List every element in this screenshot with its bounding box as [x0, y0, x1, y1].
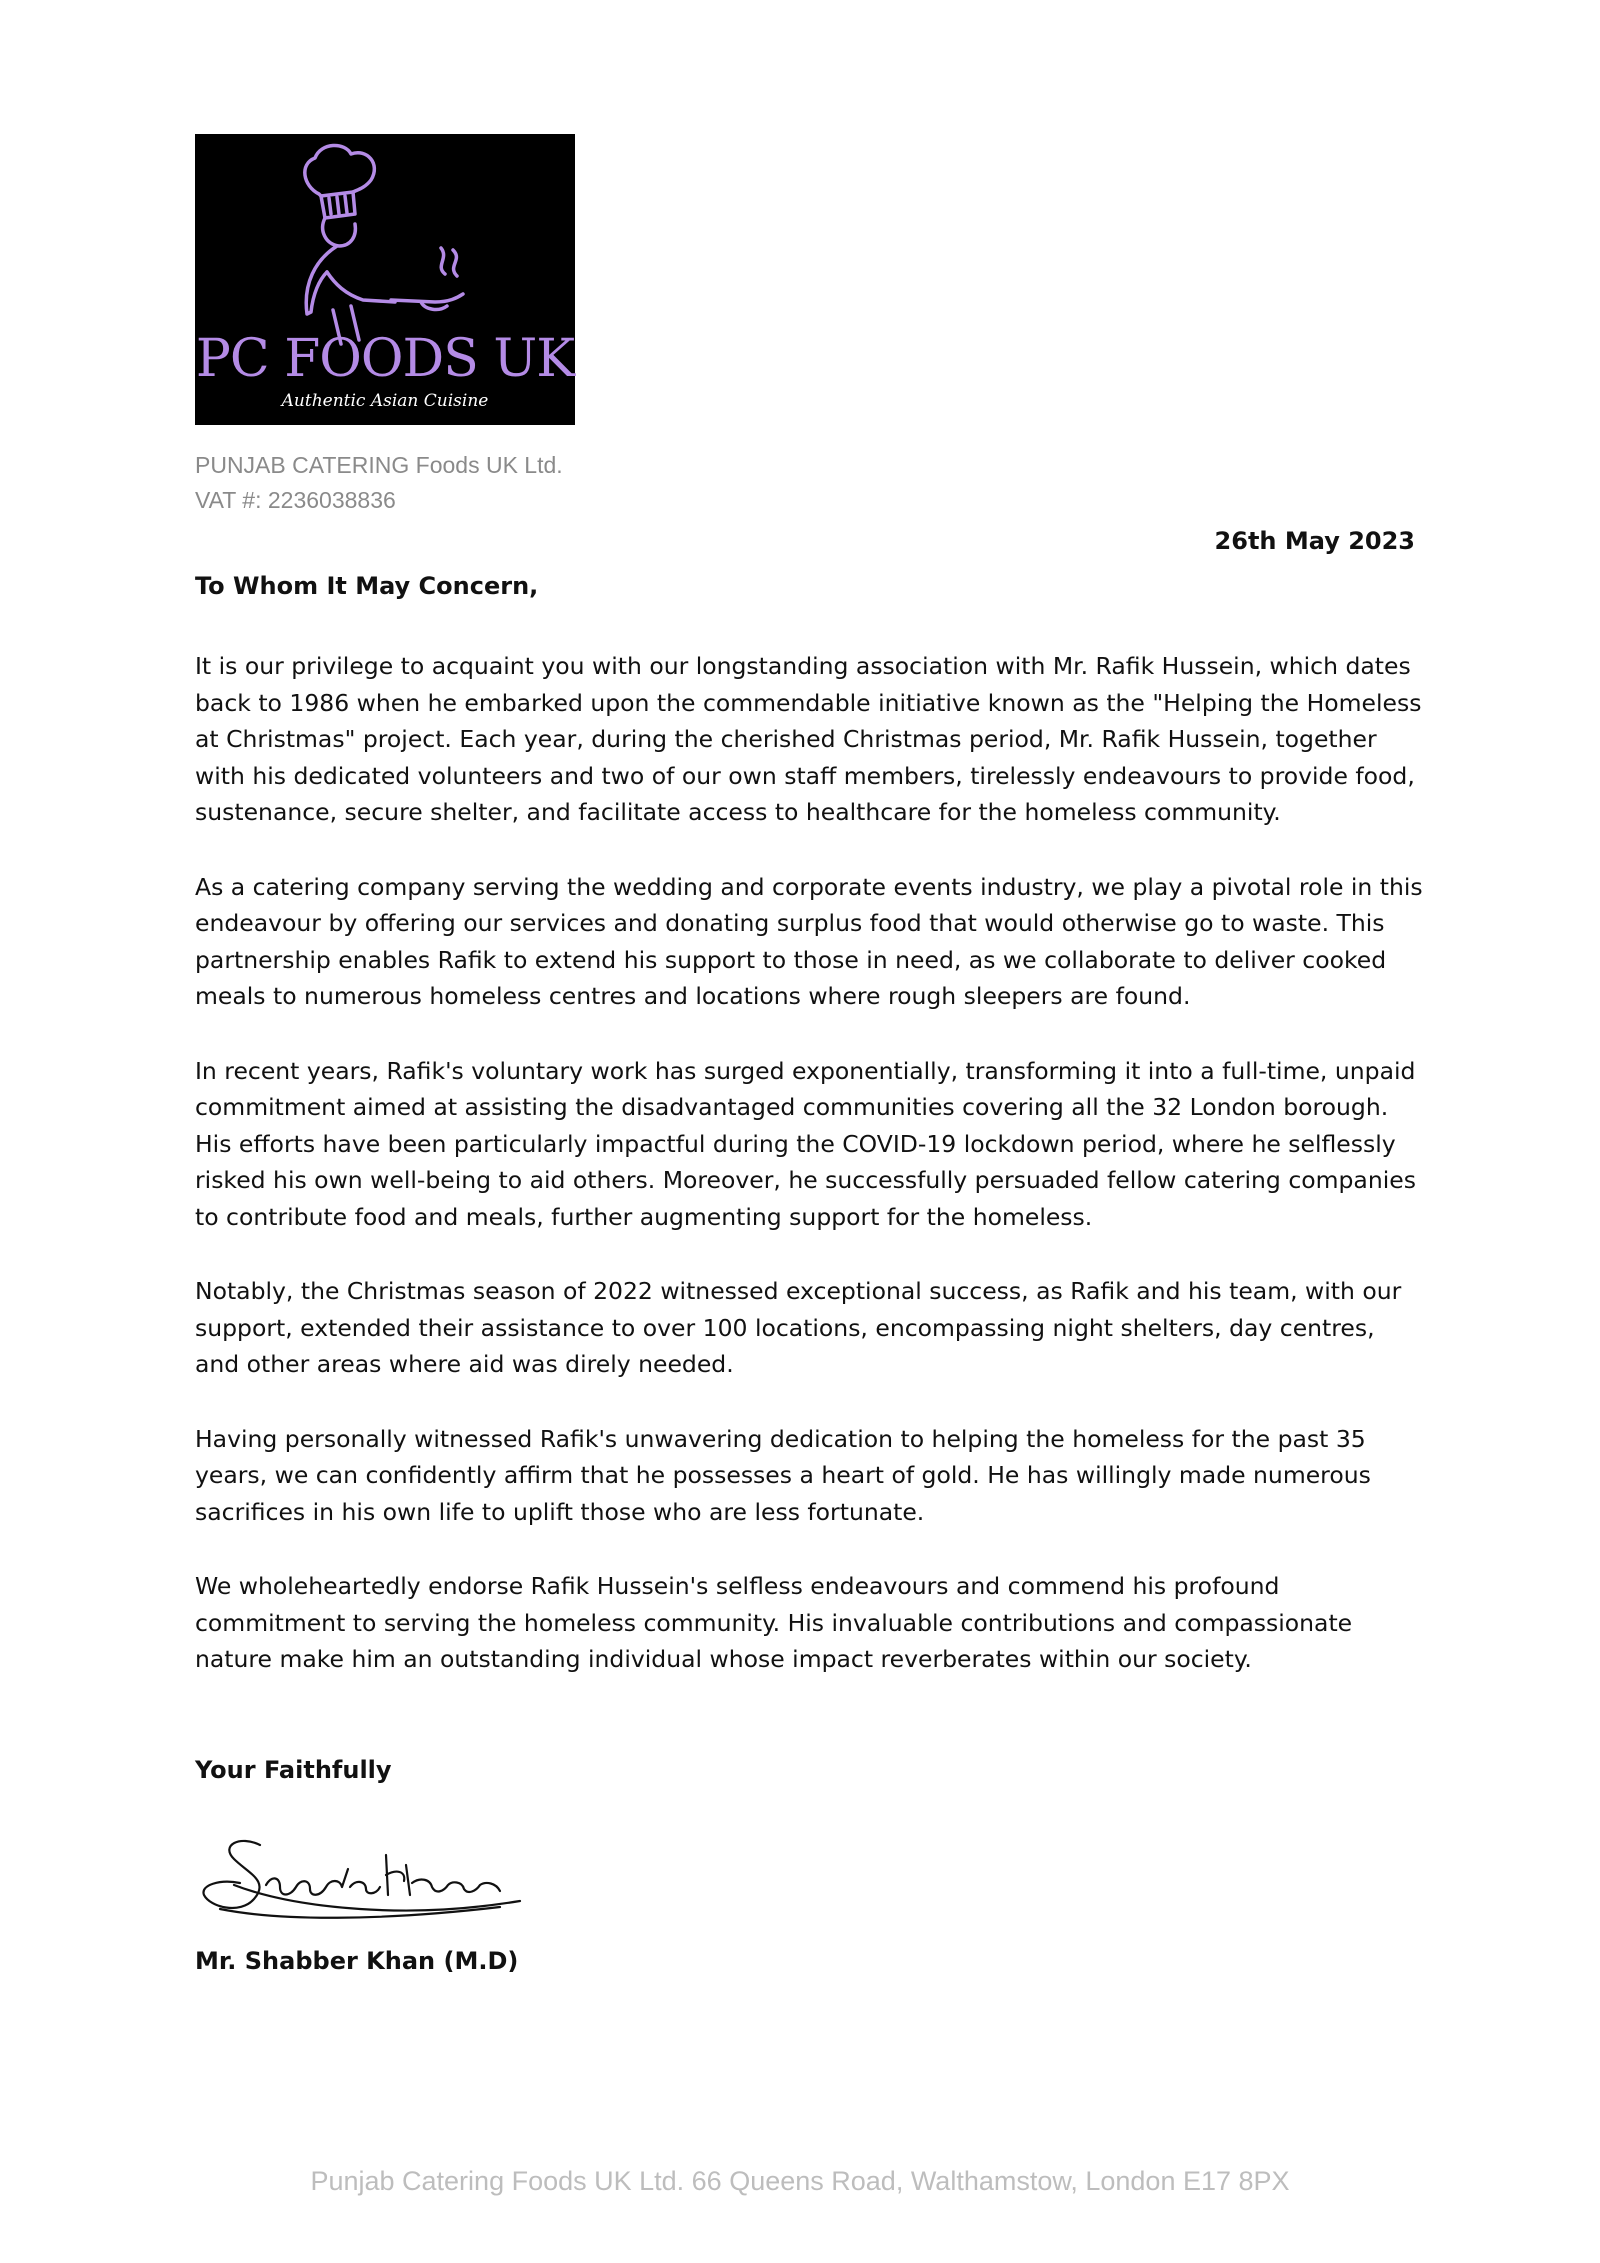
paragraph: We wholeheartedly endorse Rafik Hussein's selfless endeavours and commend his profound commitment to serving the homeless community. His invaluable contributions and compassionate nature make him an outstanding individual whose impact reverberates within our society.	[195, 1572, 1353, 1673]
signature	[200, 1825, 530, 1935]
footer-address: Punjab Catering Foods UK Ltd. 66 Queens Road, Walthamstow, London E17 8PX	[310, 2166, 1290, 2196]
vat-number: VAT #: 2236038836	[195, 487, 396, 513]
closing: Your Faithfully	[195, 1756, 392, 1784]
paragraph: Having personally witnessed Rafik's unwavering dedication to helping the homeless for the past 35 years, we can confidently affirm that he possesses a heart of gold. He has willingly made numerous sacrifices in his own life to uplift those who are less fortunate.	[195, 1424, 1371, 1526]
company-details	[195, 448, 563, 518]
paragraph: In recent years, Rafik's voluntary work has surged exponentially, transforming it into a full-time, unpaid commitment aimed at assisting the disadvantaged communities covering all the 32 London borough. His efforts have been particularly impactful during the COVID-19 lockdown period, where he selflessly risked his own well-being to aid others. Moreover, he successfully persuaded fellow catering companies to contribute food and meals, further augmenting support for the homeless.	[195, 1056, 1416, 1231]
letter-body	[195, 648, 1425, 1716]
salutation: To Whom It May Concern,	[195, 572, 539, 600]
logo-wordmark: PC FOODS UK	[195, 329, 575, 389]
signer-name: Mr. Shabber Khan (M.D)	[195, 1947, 519, 1975]
company-logo	[195, 134, 575, 425]
company-name: PUNJAB CATERING Foods UK Ltd.	[195, 452, 563, 478]
paragraph: As a catering company serving the wedding and corporate events industry, we play a pivotal role in this endeavour by offering our services and donating surplus food that would otherwise go to waste. This partnership enables Rafik to extend his support to those in need, as we collaborate to deliver cooked meals to numerous homeless centres and locations where rough sleepers are found.	[195, 872, 1423, 1010]
logo-tagline: Authentic Asian Cuisine	[281, 391, 489, 411]
paragraph: Notably, the Christmas season of 2022 witnessed exceptional success, as Rafik and his team, with our support, extended their assistance to over 100 locations, encompassing night shelters, day centres, and other areas where aid was direly needed.	[195, 1277, 1402, 1378]
letter-date: 26th May 2023	[1214, 527, 1415, 555]
paragraph: It is our privilege to acquaint you with our longstanding association with Mr. Rafik Hussein, which dates back to 1986 when he embarked upon the commendable initiative known as the "Helping the Homeless at Christmas" project. Each year, during the cherished Christmas period, Mr. Rafik Hussein, together with his dedicated volunteers and two of our own staff members, tirelessly endeavours to provide food, sustenance, secure shelter, and facilitate access to healthcare for the homeless community.	[195, 652, 1422, 826]
